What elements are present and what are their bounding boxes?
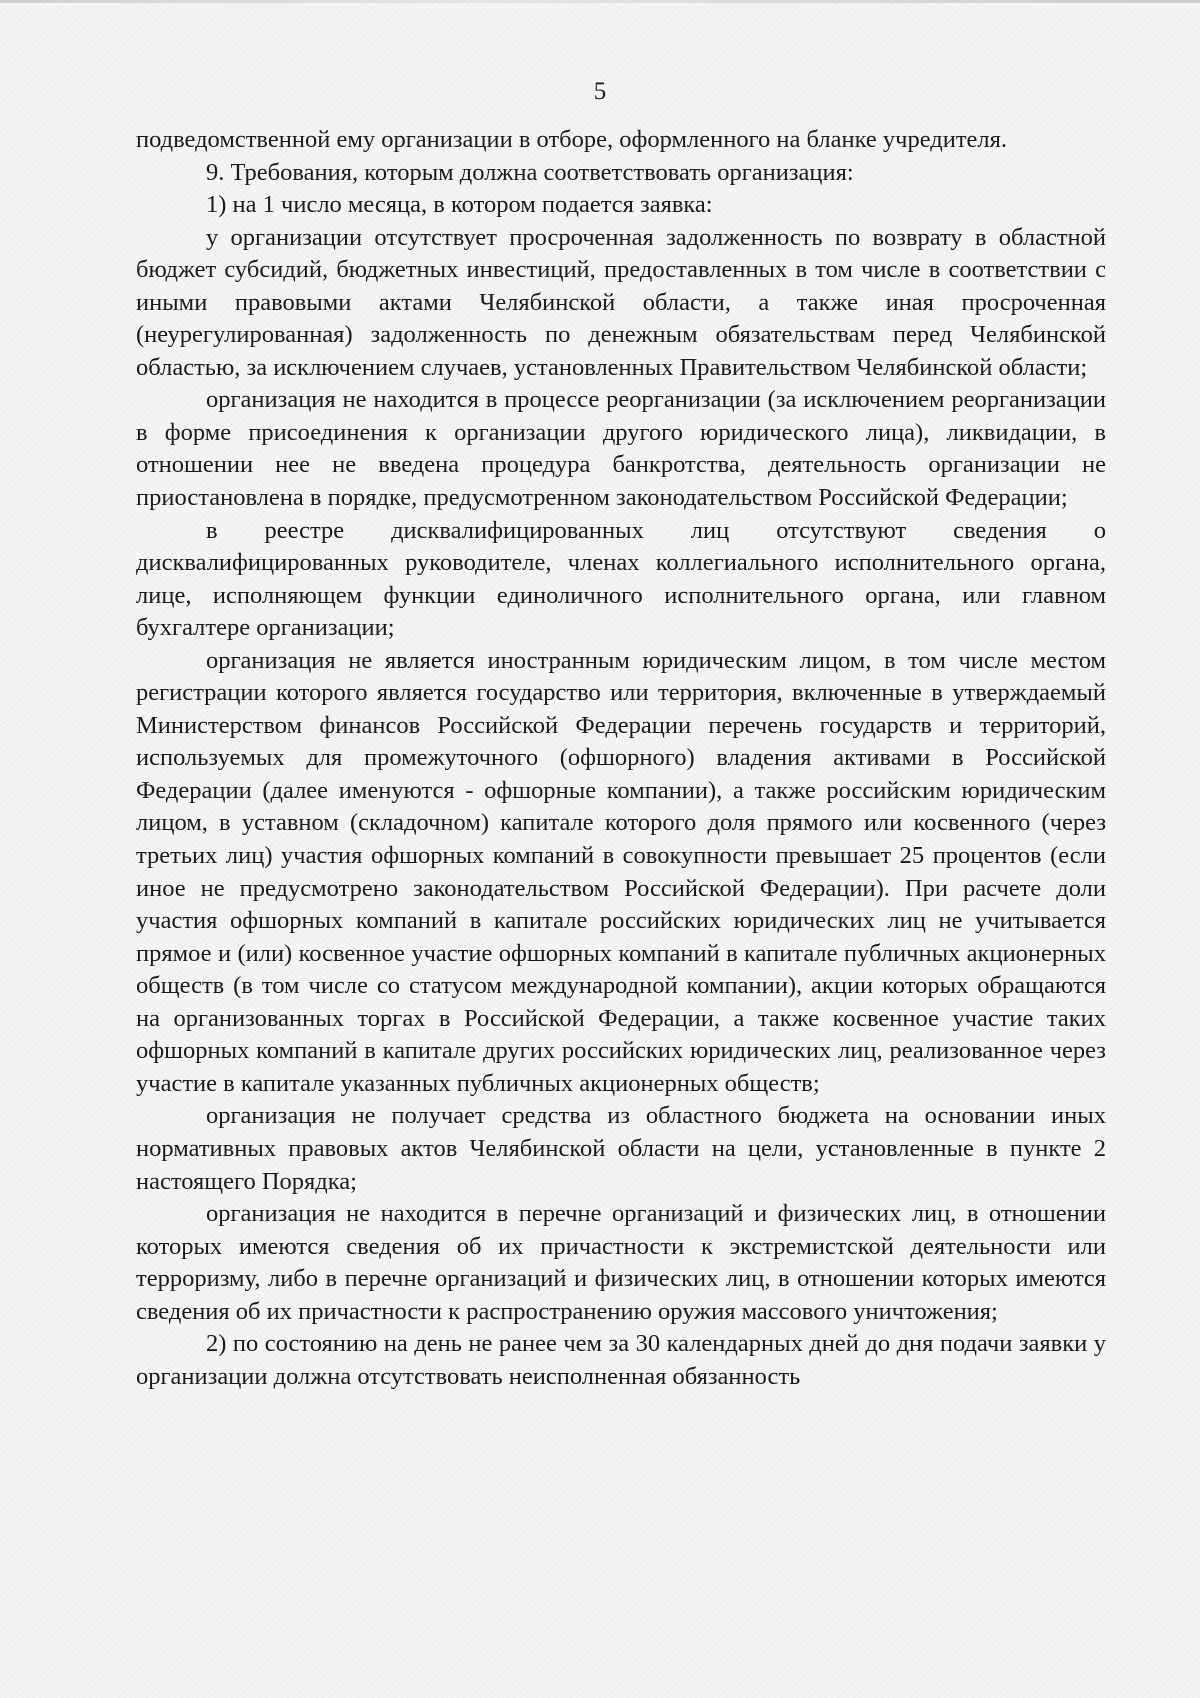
paragraph-subitem-1: 1) на 1 число месяца, в котором подается заявка: [206, 191, 713, 219]
paragraph-disqualified-registry: в реестре дисквалифицированных лиц отсутствуют сведения о дисквалифицированных руководителе, членах коллегиального исполнительного органа, лице, исполняющем функции единоличного исполнительного органа, или главном бухгалтере организации; [136, 516, 1106, 642]
document-body [136, 124, 1106, 1393]
paragraph-offshore-requirement: организация не является иностранным юридическим лицом, в том числе местом регистрации которого является государство или территория, включенные в утверждаемый Министерством финансов Российской Федерации перечень государств и территорий, используемых для промежуточного (офшорного) владения активами в Российской Федерации (далее именуются - офшорные компании), а также российским юридическим лицом, в уставном (складочном) капитале которого доля прямого или косвенного (через третьих лиц) участия офшорных компаний в совокупности превышает 25 процентов (если иное не предусмотрено законодательством Российской Федерации). При расчете доли участия офшорных компаний в капитале российских юридических лиц не учитывается прямое и (или) косвенное участие офшорных компаний в капитале публичных акционерных обществ (в том числе со статусом международной компании), акции которых обращаются на организованных торгах в Российской Федерации, а также косвенное участие таких офшорных компаний в капитале других российских юридических лиц, реализованное через участие в капитале указанных публичных акционерных обществ; [136, 646, 1106, 1097]
page-number: 5 [593, 78, 607, 105]
paragraph-extremism-list: организация не находится в перечне организаций и физических лиц, в отношении которых имеются сведения об их причастности к экстремистской деятельности или терроризму, либо в перечне организаций и физических лиц, в отношении которых имеются сведения об их причастности к распространению оружия массового уничтожения; [136, 1200, 1106, 1325]
paragraph-budget-funds: организация не получает средства из областного бюджета на основании иных нормативных правовых актов Челябинской области на цели, установленные в пункте 2 настоящего Порядка; [136, 1102, 1106, 1195]
paragraph-subitem-2: 2) по состоянию на день не ранее чем за 30 календарных дней до дня подачи заявки у организации должна отсутствовать неисполненная обязанность [136, 1330, 1106, 1390]
paragraph-reorganization-requirement: организация не находится в процессе реорганизации (за исключением реорганизации в форме присоединения к организации другого юридического лица), ликвидации, в отношении нее не введена процедура банкротства, деятельность организации не приостановлена в порядке, предусмотренном законодательством Российской Федерации; [136, 386, 1106, 512]
paragraph-item-9: 9. Требования, которым должна соответствовать организация: [206, 158, 854, 186]
paragraph-continuation: подведомственной ему организации в отборе, оформленного на бланке учредителя. [136, 126, 1008, 153]
paragraph-debt-requirement: у организации отсутствует просроченная задолженность по возврату в областной бюджет субсидий, бюджетных инвестиций, предоставленных в том числе в соответствии с иными правовыми актами Челябинской области, а также иная просроченная (неурегулированная) задолженность по денежным обязательствам перед Челябинской областью, за исключением случаев, установленных Правительством Челябинской области; [136, 223, 1106, 381]
scan-top-edge [0, 0, 1200, 3]
